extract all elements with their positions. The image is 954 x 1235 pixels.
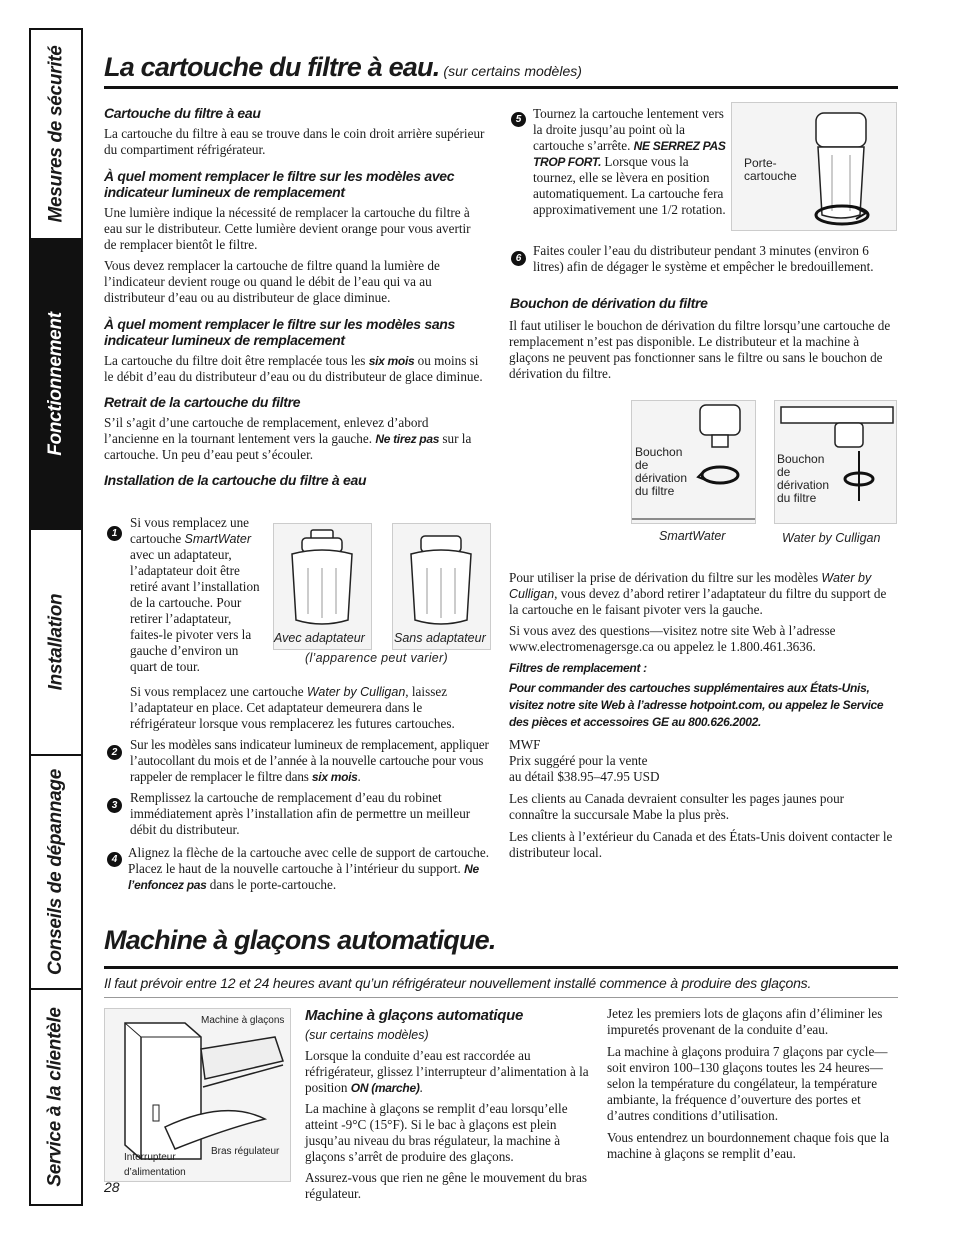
heading-cartridge: Cartouche du filtre à eau xyxy=(104,105,261,121)
icemaker-middle-column xyxy=(305,1008,591,1202)
para-icemaker-1: Lorsque la conduite d’eau est raccordée au réfrigérateur, glissez l’interrupteur d’alimentation à la position ON (marche). xyxy=(305,1048,589,1095)
filter-title-block xyxy=(104,52,582,83)
step-3-number: 3 xyxy=(107,795,122,813)
heading-with-light: À quel moment remplacer le filtre sur les modèles avec indicateur lumineux de remplacement xyxy=(104,168,455,200)
tab-mesures-securite[interactable]: Mesures de sécurité xyxy=(31,30,81,240)
para-mwf: MWF xyxy=(509,737,541,752)
step-6-number: 6 xyxy=(511,248,526,266)
filter-right-column-bottom xyxy=(509,570,895,861)
caption-bypass-plug-1: Bouchon de dérivation du filtre xyxy=(635,445,688,498)
icemaker-right-column xyxy=(607,1006,897,1162)
para-canada: Les clients au Canada devraient consulter les pages jaunes pour connaître la succursale Mabe la plus près. xyxy=(509,791,845,822)
page-title: La cartouche du filtre à eau. xyxy=(104,52,440,82)
caption-holder: Porte-cartouche xyxy=(744,156,797,183)
caption-culligan: Water by Culligan xyxy=(782,531,881,545)
filter-left-column xyxy=(104,105,486,488)
heading-bypass: Bouchon de dérivation du filtre xyxy=(510,295,708,311)
heading-without-light: À quel moment remplacer le filtre sur les modèles sans indicateur lumineux de remplacement xyxy=(104,316,456,348)
para-price-1: Prix suggéré pour la vente xyxy=(509,753,648,768)
para-cartridge: La cartouche du filtre à eau se trouve dans le coin droit arrière supérieur du compartiment réfrigérateur. xyxy=(104,126,485,157)
caption-switch: Interrupteur d’alimentation xyxy=(124,1152,186,1178)
heading-install: Installation de la cartouche du filtre à eau xyxy=(104,472,367,488)
caption-bypass-plug-2: Bouchon de dérivation du filtre xyxy=(777,452,830,505)
step-4-text: Alignez la flèche de la cartouche avec celle de support de cartouche. Placez le haut de la nouvelle cartouche à l’intérieur du support. Ne l’enfoncez pas dans le porte-cartouche. xyxy=(128,845,489,892)
page-number: 28 xyxy=(104,1179,120,1195)
caption-with-adapter: Avec adaptateur xyxy=(274,631,365,645)
tab-installation[interactable]: Installation xyxy=(31,530,81,756)
para-questions: Si vous avez des questions—visitez notre site Web à l’adresse www.electromenagersge.ca ou appelez le 1.800.461.3636. xyxy=(509,623,836,654)
heading-auto-icemaker: Machine à glaçons automatique xyxy=(305,1007,524,1024)
para-icemaker-6: Vous entendrez un bourdonnement chaque fois que la machine à glaçons se remplit d’eau. xyxy=(607,1130,890,1161)
step-6-text: Faites couler l’eau du distributeur pendant 3 minutes (environ 6 litres) afin de dégager le système et empêcher le bredouillement. xyxy=(533,243,874,274)
para-outside: Les clients à l’extérieur du Canada et des États-Unis doivent contacter le distributeur local. xyxy=(509,829,893,860)
caption-without-adapter: Sans adaptateur xyxy=(394,631,486,645)
heading-auto-note: (sur certains modèles) xyxy=(305,1028,429,1042)
para-price-2: au détail $38.95–47.95 USD xyxy=(509,769,660,784)
para-with-light-2: Vous devez remplacer la cartouche de filtre quand la lumière de l’indicateur devient rouge ou quand le débit de l’eau qui va au distributeur d’eau ou au distributeur de glace diminue. xyxy=(104,258,440,305)
title-note: (sur certains modèles) xyxy=(443,63,582,79)
para-with-light-1: Une lumière indique la nécessité de remplacer la cartouche du filtre à eau sur le distributeur. Cette lumière devient orange pour vous avertir de remplacer bientôt le filtre. xyxy=(104,205,471,252)
tab-service-clientele[interactable]: Service à la clientèle xyxy=(45,1007,66,1187)
tab-fonctionnement[interactable]: Fonctionnement xyxy=(31,240,81,530)
title-rule xyxy=(104,86,898,89)
para-culligan: Pour utiliser la prise de dérivation du filtre sur les modèles Water by Culligan, vous devez d’abord retirer l’adaptateur du filtre du support de la cartouche en le faisant pivoter vers la gauche. xyxy=(509,570,887,617)
para-bypass: Il faut utiliser le bouchon de dérivation du filtre lorsqu’une cartouche de remplacement n’est pas disponible. Le distributeur et la machine à glaçons ne peuvent pas fonctionner sans le filtre ou sans le bouchon de dérivation du filtre. xyxy=(509,318,891,381)
step-5-text: Tournez la cartouche lentement vers la droite jusqu’au point où la cartouche s’arrête. NE SERREZ PAS TROP FORT. Lorsque vous la tournez, elle se lèvera en position automatiquement. La cartouche fera approximativement une 1/2 rotation. xyxy=(533,106,726,217)
heading-replacement: Filtres de remplacement : xyxy=(509,661,647,675)
section-sidebar xyxy=(29,28,83,1206)
step-4-number: 4 xyxy=(107,849,122,867)
caption-smartwater: SmartWater xyxy=(659,529,726,543)
icemaker-intro: Il faut prévoir entre 12 et 24 heures avant qu’un réfrigérateur nouvellement installé commence à produire des glaçons. xyxy=(104,975,812,991)
para-icemaker-4: Jetez les premiers lots de glaçons afin d’éliminer les impuretés provenant de la conduite d’eau. xyxy=(607,1006,883,1037)
caption-may-vary: (l’apparence peut varier) xyxy=(305,651,448,665)
icemaker-title: Machine à glaçons automatique. xyxy=(104,925,496,955)
step-2-text: Sur les modèles sans indicateur lumineux de remplacement, appliquer l’autocollant du mois et de l’année à la nouvelle cartouche pour vous rappeler de remplacer le filtre dans six mois. xyxy=(130,737,489,784)
cartridge-without-adapter-icon xyxy=(393,524,490,634)
cartridge-with-adapter-icon xyxy=(274,524,371,634)
step-1-number: 1 xyxy=(107,523,122,541)
para-icemaker-3: Assurez-vous que rien ne gêne le mouvement du bras régulateur. xyxy=(305,1170,587,1201)
step-5-number: 5 xyxy=(511,109,526,127)
icemaker-rule xyxy=(104,966,898,969)
para-removal: S’il s’agit d’une cartouche de remplacement, enlevez d’abord l’ancienne en la tournant lentement vers la gauche. Ne tirez pas sur la cartouche. Un peu d’eau peut s’écouler. xyxy=(104,415,472,462)
step-2-number: 2 xyxy=(107,742,122,760)
para-icemaker-2: La machine à glaçons se remplit d’eau lorsqu’elle atteint -9°C (15°F). Si le bac à glaçons est plein jusqu’au niveau du bras régulateur, la machine à glaçons s’arrêt de produire des glaçons. xyxy=(305,1101,568,1164)
para-icemaker-5: La machine à glaçons produira 7 glaçons par cycle—soit environ 100–130 glaçons toutes les 24 heures—selon la température du congélateur, la température ambiante, la fréquence d’ouverture des portes et d’autres conditions d’utilisation. xyxy=(607,1044,888,1123)
icemaker-thin-rule xyxy=(104,997,898,998)
step-3-text: Remplissez la cartouche de remplacement d’eau du robinet immédiatement après l’installation afin de permettre un meilleur débit du distributeur. xyxy=(130,790,471,837)
caption-icemaker: Machine à glaçons xyxy=(201,1015,285,1026)
para-without-light: La cartouche du filtre doit être remplacée tous les six mois ou moins si le débit d’eau du distributeur d’eau ou du distributeur de glace diminue. xyxy=(104,353,483,384)
heading-removal: Retrait de la cartouche du filtre xyxy=(104,394,301,410)
caption-arm: Bras régulateur xyxy=(211,1146,280,1157)
tab-conseils-depannage[interactable]: Conseils de dépannage xyxy=(31,756,81,990)
para-order: Pour commander des cartouches supplémentaires aux États-Unis, visitez notre site Web à l’adresse hotpoint.com, ou appelez le Service des pièces et accessoires GE au 800.626.2002. xyxy=(509,681,884,729)
step-1-culligan-text: Si vous remplacez une cartouche Water by Culligan, laissez l’adaptateur en place. Cet adaptateur demeurera dans le réfrigérateur lorsque vous remplacerez les futures cartouches. xyxy=(130,684,455,731)
step-1-text: Si vous remplacez une cartouche SmartWater avec un adaptateur, l’adaptateur doit être retiré avant l’installation de la cartouche. Pour retirer l’adaptateur, faites-le pivoter vers la gauche d’environ un quart de tour. xyxy=(130,515,260,674)
